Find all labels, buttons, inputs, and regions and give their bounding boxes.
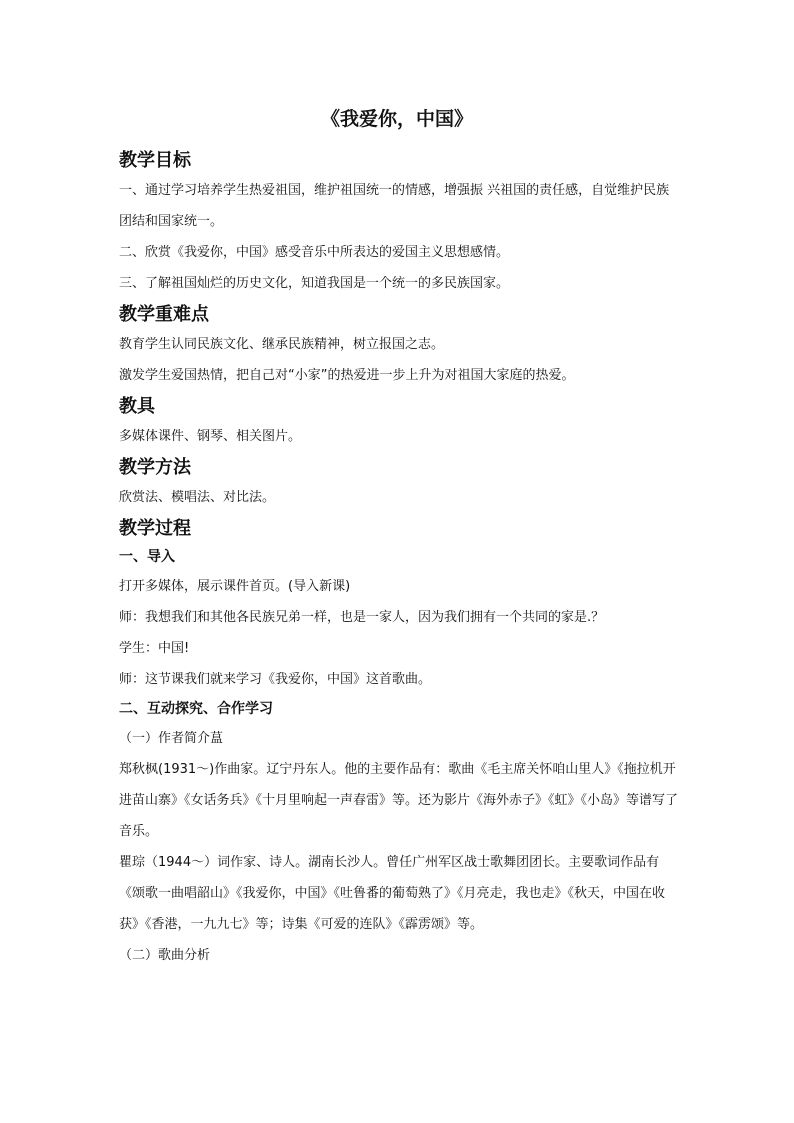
- goals-paragraph-3: 三、了解祖国灿烂的历史文化，知道我国是一个统一的多民族国家。: [119, 276, 510, 291]
- tools-paragraph-1: 多媒体课件、钢琴、相关图片。: [119, 429, 302, 444]
- intro-paragraph-1: 打开多媒体，展示课件首页。(导入新课): [119, 579, 351, 594]
- heading-key-points: 教学重难点: [119, 304, 209, 325]
- lyricist-paragraph: 瞿琮（1944～）词作家、诗人。湖南长沙人。曾任广州军区战士歌舞团团长。主要歌词作品有《颂歌一曲唱韶山》《我爱你，中国》《吐鲁番的葡萄熟了》《月亮走，我也走》《秋天，中国在收获》《香港，一九九七》等；诗集《可爱的连队》《霹雳颂》等。: [119, 855, 666, 932]
- heading-goals: 教学目标: [119, 150, 191, 171]
- intro-paragraph-2: 师：我想我们和其他各民族兄弟一样，也是一家人，因为我们拥有一个共同的家是.？: [119, 610, 605, 625]
- heading-intro: 一、导入: [119, 549, 175, 565]
- explore-subheading-2: （二）歌曲分析: [119, 948, 211, 963]
- goals-paragraph-2: 二、欣赏《我爱你，中国》感受音乐中所表达的爱国主义思想感情。: [119, 245, 510, 260]
- intro-paragraph-4: 师：这节课我们就来学习《我爱你，中国》这首歌曲。: [119, 672, 432, 687]
- document-body: [119, 147, 679, 971]
- key-paragraph-2: 激发学生爱国热情，把自己对“小家”的热爱进一步上升为对祖国大家庭的热爱。: [119, 368, 575, 383]
- methods-paragraph-1: 欣赏法、模唱法、对比法。: [119, 490, 276, 505]
- explore-subheading-1: （一）作者简介蒀: [119, 731, 224, 746]
- heading-explore: 二、互动探究、合作学习: [119, 701, 273, 717]
- composer-paragraph: 郑秋枫(1931～)作曲家。辽宁丹东人。他的主要作品有：歌曲《毛主席关怀咱山里人》《拖拉机开进苗山寨》《女话务兵》《十月里响起一声春雷》等。还为影片《海外赤子》《虹》《小岛》等谱写了音乐。: [119, 762, 679, 839]
- heading-tools: 教具: [119, 396, 155, 417]
- heading-process: 教学过程: [119, 518, 191, 539]
- goals-paragraph-1: 一、通过学习培养学生热爱祖国，维护祖国统一的情感，增强振 兴祖国的责任感，自觉维护民族团结和国家统一。: [119, 183, 670, 229]
- intro-paragraph-3: 学生：中国!: [119, 641, 190, 656]
- document-title: 《我爱你，中国》: [320, 108, 473, 130]
- key-paragraph-1: 教育学生认同民族文化、继承民族精神，树立报国之志。: [119, 337, 445, 352]
- heading-methods: 教学方法: [119, 457, 191, 478]
